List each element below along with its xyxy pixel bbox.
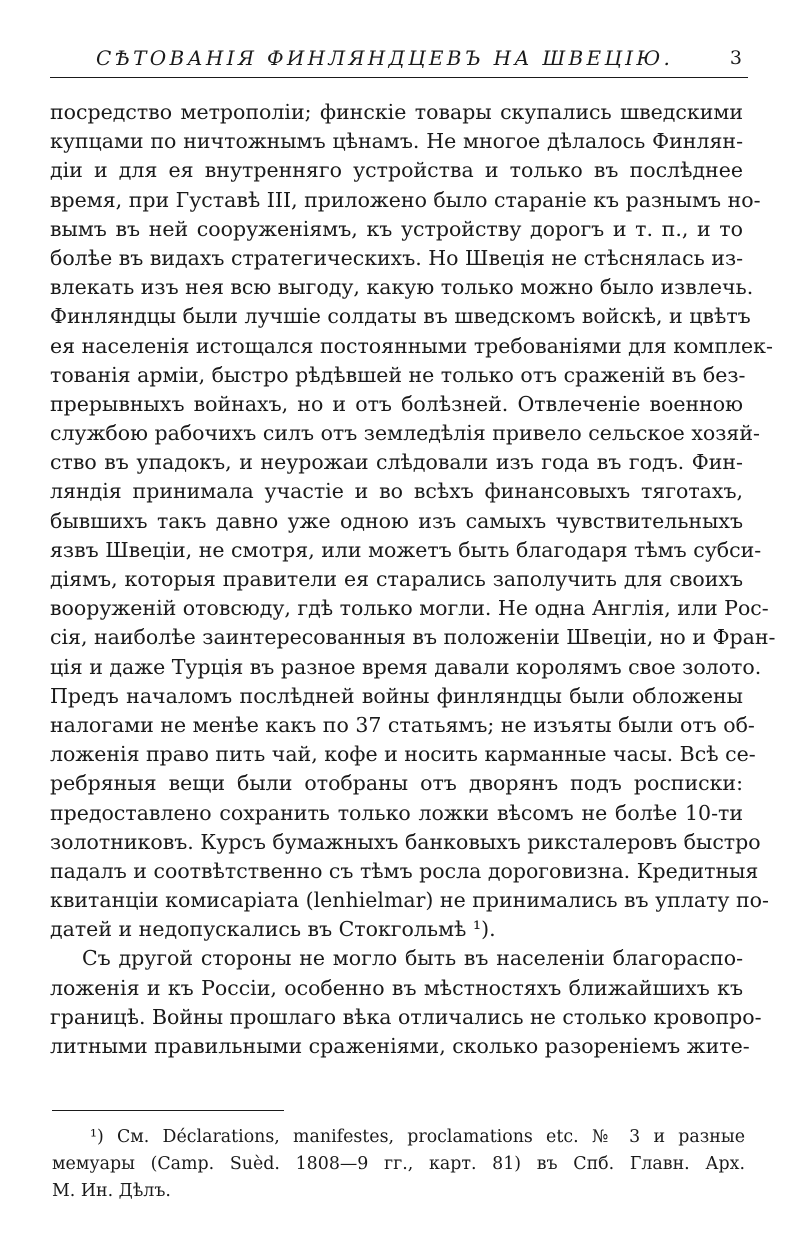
text-line: время, при Густавѣ III, приложено было стараніе къ разнымъ но- bbox=[50, 187, 761, 212]
text-line: границѣ. Войны прошлаго вѣка отличались не столько кровопро- bbox=[50, 1004, 762, 1029]
text-line: службою рабочихъ силъ отъ земледѣлія привело сельское хозяй- bbox=[50, 421, 760, 446]
text-line: діямъ, которыя правители ея старались заполучить для своихъ bbox=[50, 567, 743, 591]
text-line: посредство метрополіи; финскіе товары скупались шведскими bbox=[50, 100, 743, 124]
text-line: вымъ въ ней сооруженіямъ, къ устройству дорогъ и т. п., и то bbox=[50, 216, 743, 241]
running-title: СѢТОВАНІЯ ФИНЛЯНДЦЕВЪ НА ШВЕЦІЮ. bbox=[96, 46, 674, 70]
footnote-line: мемуары (Camp. Suèd. 1808—9 гг., карт. 81) въ Спб. Главн. Арх. bbox=[52, 1154, 745, 1174]
text-line: датей и недопускались въ Стокгольмѣ ¹). bbox=[50, 917, 496, 942]
text-line: тованія арміи, быстро рѣдѣвшей не только отъ сраженій въ без- bbox=[50, 362, 746, 387]
header-rule bbox=[50, 77, 748, 78]
text-line: діи и для ея внутренняго устройства и только въ послѣднее bbox=[50, 158, 743, 183]
text-line: ложенія и къ Россіи, особенно въ мѣстностяхъ ближайшихъ къ bbox=[50, 975, 743, 1000]
text-line: язвъ Швеціи, не смотря, или можетъ быть благодаря тѣмъ субси- bbox=[50, 537, 762, 562]
text-line: сія, наиболѣе заинтересованныя въ положеніи Швеціи, но и Фран- bbox=[50, 625, 776, 650]
text-line: падалъ и соотвѣтственно съ тѣмъ росла дороговизна. Кредитныя bbox=[50, 858, 759, 883]
text-line: бывшихъ такъ давно уже одною изъ самыхъ чувствительныхъ bbox=[50, 508, 743, 533]
text-line: ея населенія истощался постоянными требованіями для комплек- bbox=[50, 333, 773, 358]
text-line: влекать изъ нея всю выгоду, какую только можно было извлечь. bbox=[50, 275, 754, 300]
text-line: ложенія право пить чай, кофе и носить карманные часы. Всѣ се- bbox=[50, 742, 756, 767]
text-line: ція и даже Турція въ разное время давали королямъ свое золото. bbox=[50, 654, 762, 679]
text-line: литными правильными сраженіями, сколько разореніемъ жите- bbox=[50, 1034, 750, 1058]
text-line: Финляндцы были лучшіе солдаты въ шведскомъ войскѣ, и цвѣтъ bbox=[50, 304, 751, 329]
text-line: купцами по ничтожнымъ цѣнамъ. Не многое дѣлалось Финлян- bbox=[50, 129, 743, 154]
body-text bbox=[50, 98, 776, 1061]
text-line: Съ другой стороны не могло быть въ населеніи благораспо- bbox=[82, 946, 743, 971]
text-line: золотниковъ. Курсъ бумажныхъ банковыхъ рикстaлеровъ быстро bbox=[50, 829, 761, 854]
text-line: квитанціи комисаріата (lenhielmar) не принимались въ уплату по- bbox=[50, 888, 769, 913]
page-number: 3 bbox=[729, 47, 742, 69]
text-line: ребряныя вещи были отобраны отъ дворянъ подъ росписки: bbox=[50, 771, 743, 796]
text-line: предоставлено сохранить только ложки вѣсомъ не болѣе 10-ти bbox=[50, 800, 743, 825]
footnote bbox=[52, 1124, 745, 1205]
footnote-line: ¹) См. Déclarations, manifestes, proclamations etc. № 3 и разные bbox=[90, 1127, 745, 1147]
text-line: прерывныхъ войнахъ, но и отъ болѣзней. Отвлеченіе военною bbox=[50, 391, 743, 416]
text-line: вооруженій отовсюду, гдѣ только могли. Не одна Англія, или Рос- bbox=[50, 596, 769, 621]
footnote-rule bbox=[52, 1110, 284, 1111]
text-line: болѣе въ видахъ стратегическихъ. Но Швеція не стѣснялась из- bbox=[50, 245, 744, 270]
text-line: Предъ началомъ послѣдней войны финляндцы были обложены bbox=[50, 683, 743, 708]
text-line: ляндія принимала участіе и во всѣхъ финансовыхъ тяготахъ, bbox=[50, 479, 743, 504]
text-line: налогами не менѣе какъ по 37 статьямъ; не изъяты были отъ об- bbox=[50, 712, 755, 737]
running-head bbox=[50, 44, 750, 74]
text-line: ство въ упадокъ, и неурожаи слѣдовали изъ года въ годъ. Фин- bbox=[50, 450, 743, 475]
footnote-line: М. Ин. Дѣлъ. bbox=[52, 1181, 171, 1201]
